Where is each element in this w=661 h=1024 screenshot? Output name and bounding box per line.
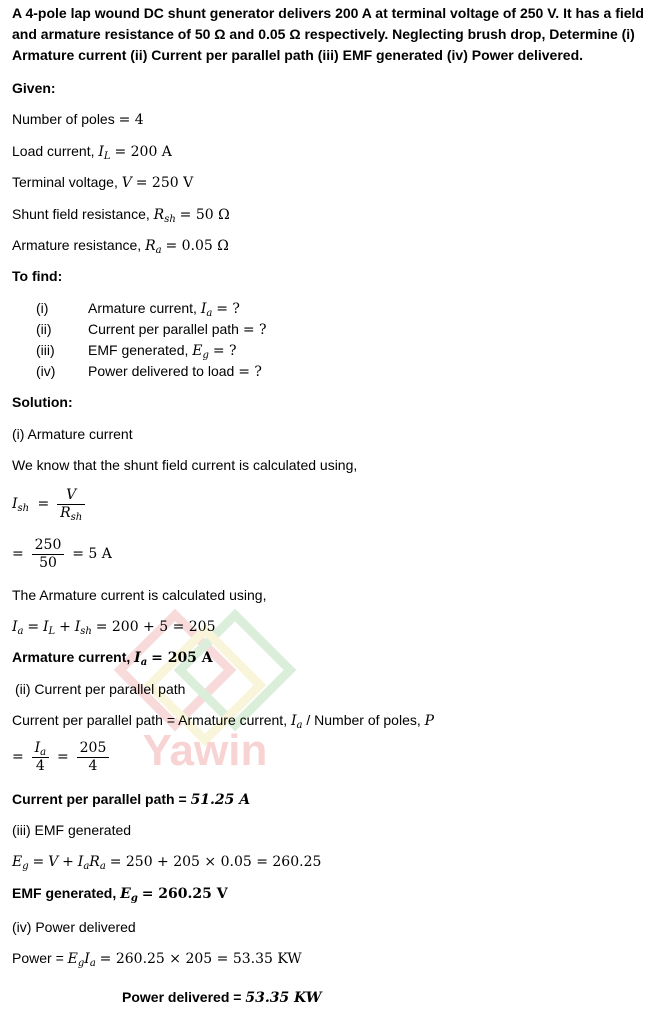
given-load-current: Load current, $I_L = 200$ A	[12, 143, 172, 162]
to-find-item-1: (i) Armature current, $I_a$ = ?	[36, 300, 240, 319]
part2-result: Current per parallel path = 51.25 A	[12, 791, 251, 808]
watermark-text: Yawin	[142, 726, 268, 775]
part1-intro: We know that the shunt field current is calculated using,	[12, 457, 358, 473]
problem-line-1: A 4-pole lap wound DC shunt generator delivers 200 A at terminal voltage of 250 V. It has a field	[12, 5, 644, 21]
solution-heading: Solution:	[12, 394, 73, 410]
power-result: Power delivered = 53.35 KW	[122, 989, 322, 1006]
given-shunt-resistance: Shunt field resistance, $R_{sh} = 50$ Ω	[12, 206, 230, 225]
given-terminal-voltage: Terminal voltage, V = 250 V	[12, 174, 194, 191]
part1-title: (i) Armature current	[12, 426, 133, 442]
given-armature-resistance: Armature resistance, $R_a = 0.05$ Ω	[12, 237, 229, 256]
ish-formula: $I_{sh}$ = $\frac{V}{R_{sh}}$	[12, 487, 89, 522]
armature-result: Armature current, $I_a = 205$ A	[12, 649, 213, 668]
armature-equation: $I_a = I_L + I_{sh} = 200 + 5 = 205$	[12, 619, 216, 637]
to-find-heading: To find:	[12, 268, 63, 284]
power-equation: Power = $E_gI_a = 260.25 \times 205 = 53.35$ KW	[12, 950, 302, 969]
emf-result: EMF generated, $E_g = 260.25$ V	[12, 885, 228, 904]
part2-calculation: = $\frac{I_a}{4}$ = $\frac{205}{4}$	[12, 740, 113, 775]
emf-equation: $E_g = V + I_aR_a = 250 + 205 \times 0.05 = 260.25$	[12, 854, 322, 872]
problem-line-2: and armature resistance of 50 Ω and 0.05 Ω respectively. Neglecting brush drop, Determine (i)	[12, 26, 635, 42]
part2-formula: Current per parallel path = Armature current, $I_a$ / Number of poles, P	[12, 712, 435, 731]
part2-title: (ii) Current per parallel path	[15, 681, 186, 697]
to-find-item-4: (iv) Power delivered to load = ?	[36, 363, 262, 380]
given-poles: Number of poles = 4	[12, 111, 144, 128]
yawin-watermark-logo	[85, 575, 325, 775]
part3-title: (iii) EMF generated	[12, 822, 132, 838]
to-find-item-3: (iii) EMF generated, $E_g$ = ?	[36, 342, 237, 361]
armature-intro: The Armature current is calculated using,	[12, 587, 267, 603]
part4-title: (iv) Power delivered	[12, 919, 136, 935]
ish-calculation: = $\frac{250}{50}$ = 5 A	[12, 537, 112, 571]
problem-line-3: Armature current (ii) Current per parallel path (iii) EMF generated (iv) Power delivered.	[12, 47, 584, 63]
given-heading: Given:	[12, 80, 56, 96]
to-find-item-2: (ii) Current per parallel path = ?	[36, 321, 267, 338]
